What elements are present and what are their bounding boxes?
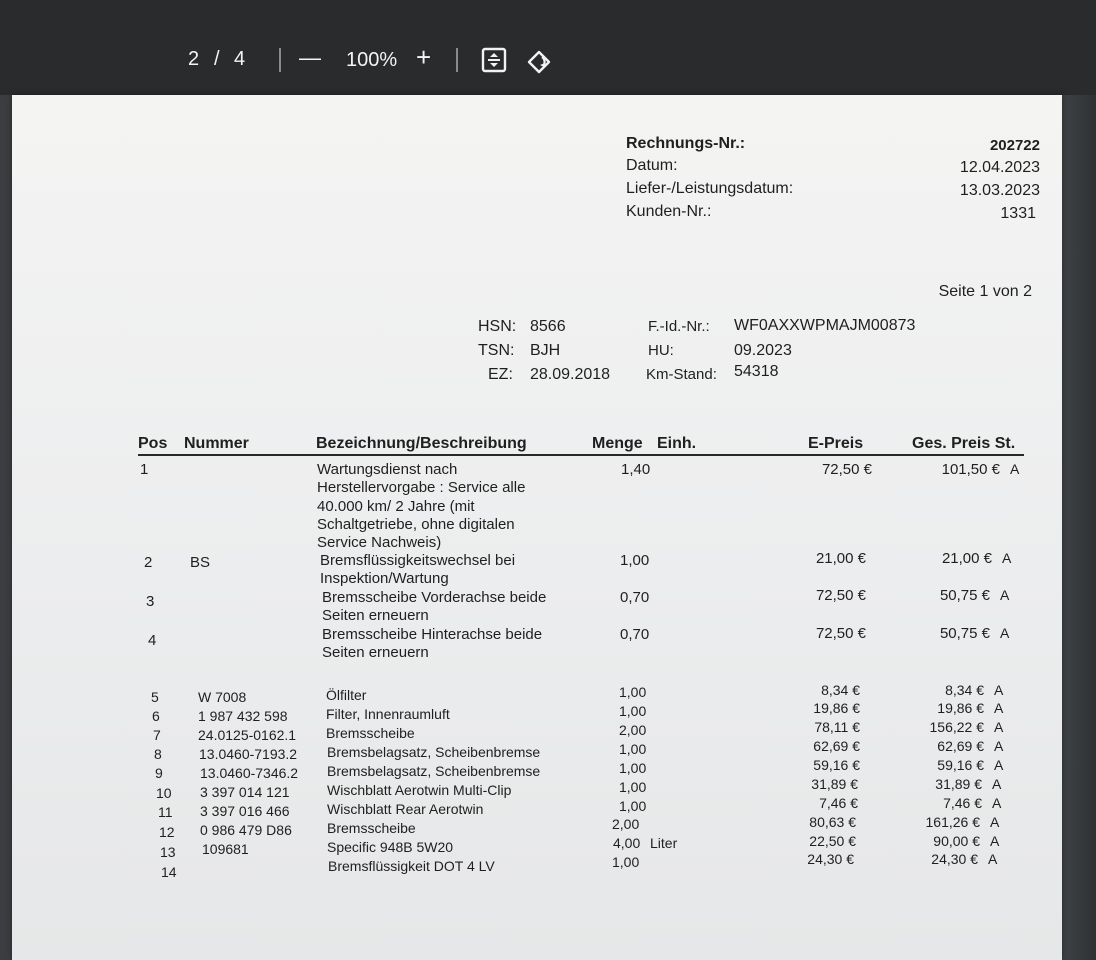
row-unit-price: 80,63 € [809,814,856,830]
col-menge: Menge [592,435,643,452]
col-einheit: Einh. [657,435,697,452]
col-bezeichnung: Bezeichnung/Beschreibung [316,435,527,452]
row-total-price: 59,16 € [937,757,984,773]
row-tax-code: A [1000,587,1010,603]
row-unit-price: 59,16 € [813,757,860,773]
row-unit-price: 8,34 € [821,682,860,698]
page-separator: / [214,48,220,70]
row-unit-price: 62,69 € [813,738,860,754]
page-number-input[interactable]: 2 [188,48,200,70]
col-epreis: E-Preis [808,435,864,452]
row-total-price: 50,75 € [939,587,990,604]
row-pos: 10 [156,785,172,801]
row-description: Filter, Innenraumluft [326,706,450,722]
row-description: Ölfilter [326,687,367,703]
row-total-price: 62,69 € [937,738,984,754]
col-nummer: Nummer [184,435,249,452]
row-quantity: 1,00 [619,798,647,814]
hsn-value: 8566 [530,318,566,335]
row-total-price: 101,50 € [941,461,1000,478]
row-number: 3 397 014 121 [200,784,290,800]
row-pos: 1 [140,461,149,478]
row-quantity: 1,40 [621,461,651,478]
row-total-price: 161,26 € [925,814,980,830]
row-description: Bremsflüssigkeit DOT 4 LV [328,858,495,874]
row-tax-code: A [988,851,998,867]
row-tax-code: A [994,700,1004,716]
row-unit-price: 19,86 € [813,700,860,716]
row-total-price: 50,75 € [939,625,990,642]
row-pos: 3 [146,593,155,610]
row-pos: 7 [153,727,161,743]
row-description: Wischblatt Aerotwin Multi-Clip [327,782,512,798]
fid-label: F.-Id.-Nr.: [648,318,710,335]
hsn-label: HSN: [478,318,517,335]
row-number: BS [190,554,211,571]
row-unit-price: 72,50 € [821,461,872,478]
row-description: Bremsscheibe Vorderachse beide Seiten erneuern [322,589,547,625]
row-number: 3 397 016 466 [200,803,290,819]
invoice-page[interactable] [12,95,1062,960]
row-description: Bremsflüssigkeitswechsel bei Inspektion/Wartung [320,552,516,588]
invoice-number-label: Rechnungs-Nr.: [626,135,746,152]
customer-number-label: Kunden-Nr.: [626,203,712,220]
row-total-price: 24,30 € [931,851,978,867]
zoom-out-button[interactable]: — [299,45,321,70]
km-label: Km-Stand: [646,366,717,383]
invoice-number: 202722 [989,137,1040,154]
row-unit-price: 22,50 € [809,833,856,849]
hu-label: HU: [648,342,674,359]
row-unit-price: 72,50 € [815,625,866,642]
row-quantity: 2,00 [619,722,647,738]
row-quantity: 1,00 [612,854,640,870]
row-unit-price: 78,11 € [814,719,860,735]
pdf-toolbar [0,0,1096,95]
km-value: 54318 [734,363,779,380]
row-tax-code: A [990,814,1000,830]
row-tax-code: A [994,719,1004,735]
row-description: Bremsbelagsatz, Scheibenbremse [327,744,541,760]
row-tax-code: A [990,833,1000,849]
row-tax-code: A [992,776,1002,792]
ez-value: 28.09.2018 [530,366,611,383]
row-pos: 4 [148,632,157,649]
row-pos: 9 [155,765,163,781]
delivery-date: 13.03.2023 [959,182,1040,199]
row-description: Bremsscheibe Hinterachse beide Seiten erneuern [322,626,543,662]
row-unit-price: 24,30 € [807,851,854,867]
row-description: Bremsbelagsatz, Scheibenbremse [327,763,541,779]
row-unit-price: 21,00 € [815,550,866,567]
zoom-in-button[interactable]: + [416,42,432,72]
row-pos: 12 [159,824,175,840]
page-total: 4 [234,48,246,70]
row-quantity: 0,70 [620,626,650,643]
row-number: W 7008 [198,689,247,705]
row-number: 0 986 479 D86 [200,822,292,838]
row-number: 13.0460-7346.2 [200,765,299,781]
row-description: Wartungsdienst nach Herstellervorgabe : Service alle 40.000 km/ 2 Jahre (mit Schaltgetriebe, ohne digitalen Service Nachweis) [317,461,526,552]
row-unit-price: 31,89 € [811,776,858,792]
invoice-date: 12.04.2023 [959,159,1040,176]
row-number: 13.0460-7193.2 [199,746,298,762]
screen-bezel [1062,95,1096,960]
row-quantity: 2,00 [612,816,640,832]
row-description: Specific 948B 5W20 [327,839,454,855]
col-gespreis: Ges. Preis St. [912,435,1016,452]
row-unit: Liter [650,835,678,851]
row-tax-code: A [1002,550,1012,566]
row-tax-code: A [992,795,1002,811]
row-pos: 8 [154,746,162,762]
row-quantity: 1,00 [620,552,650,569]
row-tax-code: A [994,757,1004,773]
row-pos: 13 [160,844,176,860]
row-number: 1 987 432 598 [198,708,288,724]
row-quantity: 1,00 [619,741,647,757]
toolbar-divider [456,48,458,72]
row-pos: 14 [161,864,177,880]
tsn-label: TSN: [478,342,515,359]
col-pos: Pos [138,435,168,452]
row-quantity: 1,00 [619,760,647,776]
row-tax-code: A [994,682,1004,698]
date-label: Datum: [626,157,678,174]
row-quantity: 0,70 [620,589,650,606]
row-total-price: 8,34 € [945,682,984,698]
row-quantity: 4,00 [613,835,641,851]
page-info: Seite 1 von 2 [938,283,1032,300]
row-pos: 2 [144,554,153,571]
toolbar-divider [279,48,281,72]
row-description: Wischblatt Rear Aerotwin [327,801,484,817]
tsn-value: BJH [530,342,561,359]
row-total-price: 156,22 € [929,719,984,735]
ez-label: EZ: [488,366,513,383]
row-pos: 6 [152,708,160,724]
fid-value: WF0AXXWPMAJM00873 [734,317,916,334]
row-description: Bremsscheibe [326,725,415,741]
row-pos: 5 [151,689,159,705]
row-total-price: 21,00 € [941,550,992,567]
rotate-icon[interactable] [527,49,553,80]
row-pos: 11 [158,804,173,820]
row-number: 24.0125-0162.1 [198,727,297,743]
row-total-price: 19,86 € [937,700,984,716]
row-unit-price: 72,50 € [815,587,866,604]
row-quantity: 1,00 [619,703,647,719]
row-total-price: 7,46 € [943,795,982,811]
fit-page-icon[interactable] [481,47,507,78]
row-unit-price: 7,46 € [819,795,858,811]
row-tax-code: A [1000,625,1010,641]
customer-number: 1331 [1000,205,1036,222]
hu-value: 09.2023 [734,342,792,359]
row-number: 109681 [202,841,249,857]
zoom-level[interactable]: 100% [346,49,398,71]
row-total-price: 31,89 € [935,776,982,792]
row-quantity: 1,00 [619,684,647,700]
header-rule [138,454,1024,456]
row-total-price: 90,00 € [933,833,980,849]
row-quantity: 1,00 [619,779,647,795]
row-description: Bremsscheibe [327,820,416,836]
row-tax-code: A [994,738,1004,754]
row-tax-code: A [1010,461,1020,477]
delivery-date-label: Liefer-/Leistungsdatum: [626,180,794,197]
